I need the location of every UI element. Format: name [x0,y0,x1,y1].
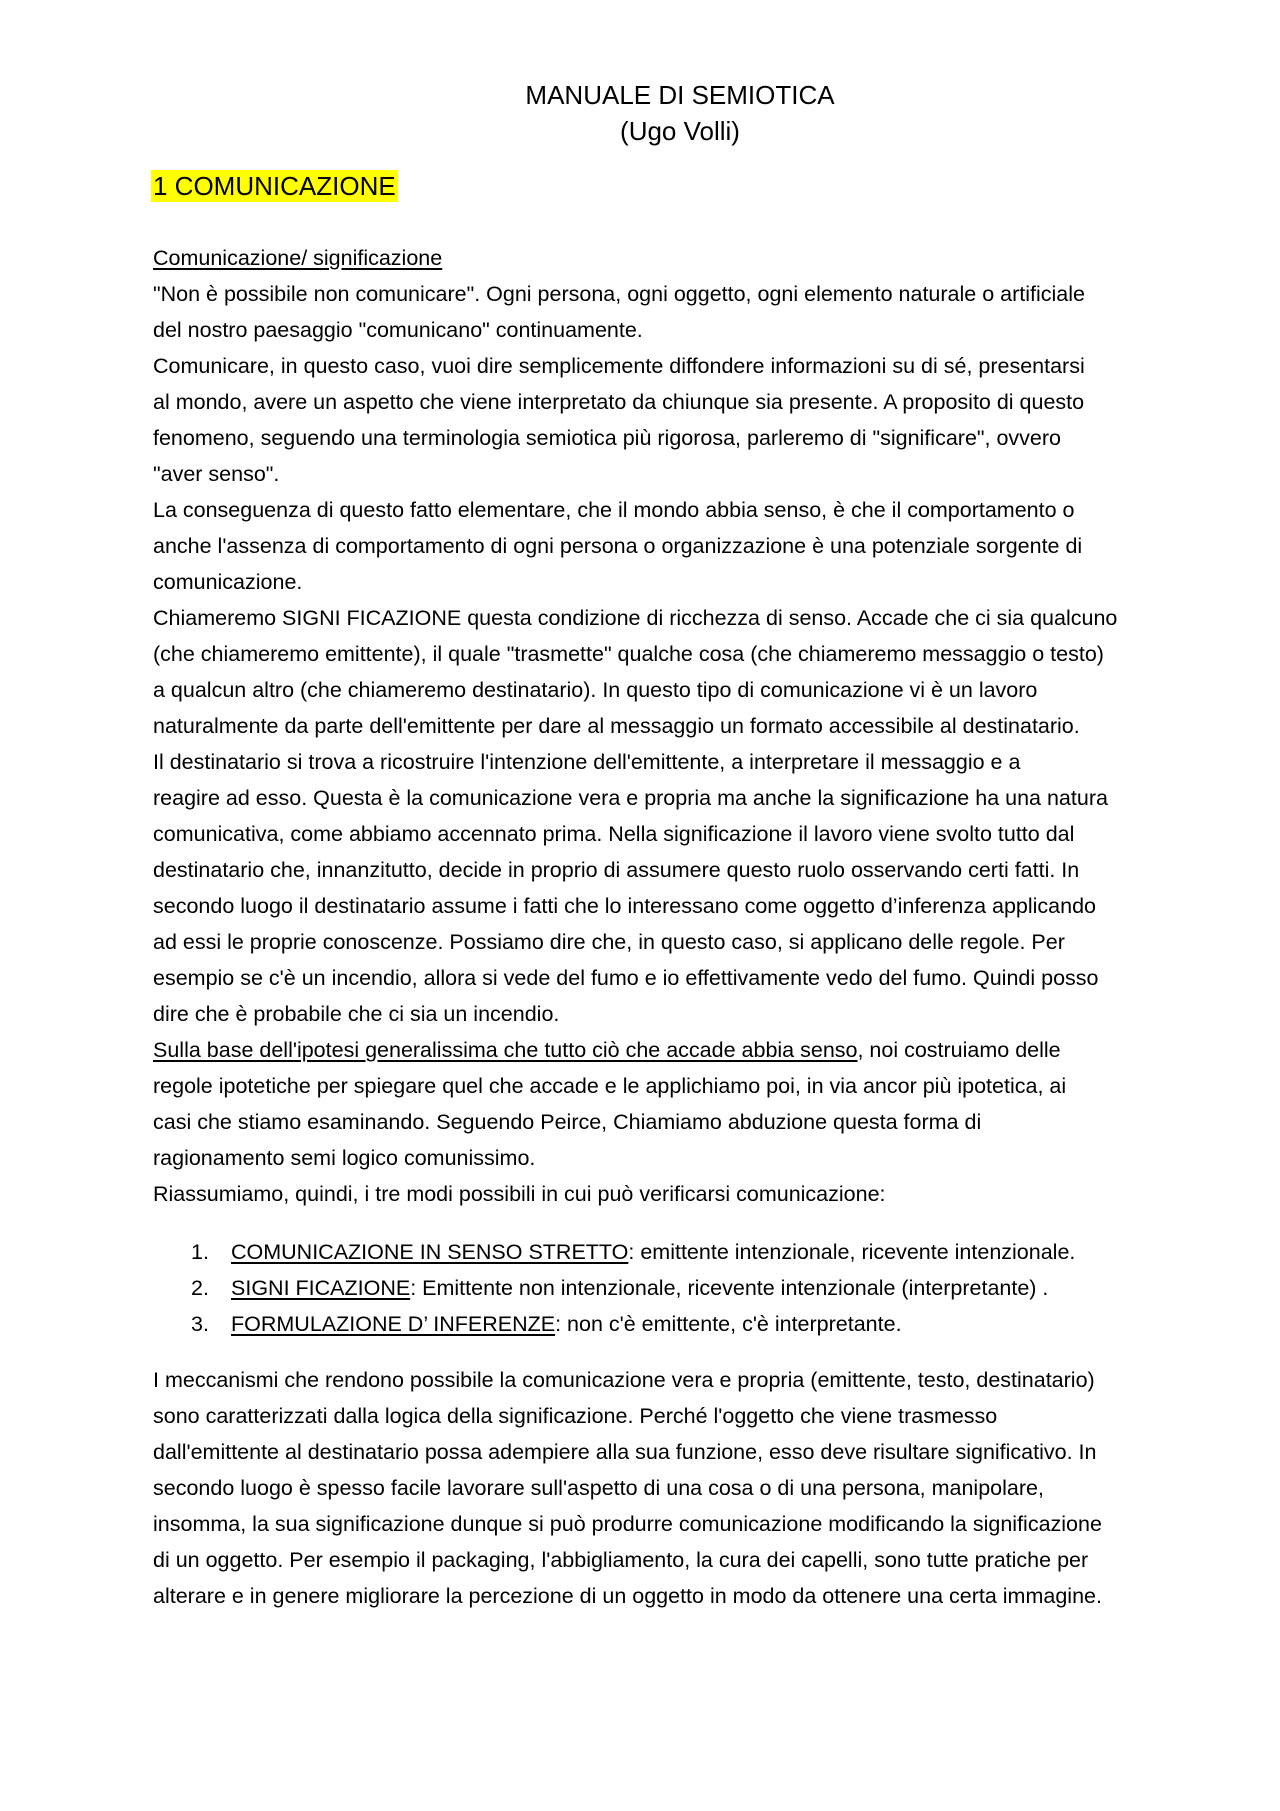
section-heading: 1 COMUNICAZIONE [153,171,396,201]
text-line: I meccanismi che rendono possibile la comunicazione vera e propria (emittente, testo, destinatario) [153,1368,1095,1392]
text-line: dall'emittente al destinatario possa adempiere alla sua funzione, esso deve risultare significativo. In [153,1440,1097,1464]
list-item [153,1306,1228,1342]
text-line: ragionamento semi logico comunissimo. [153,1146,536,1170]
text-line: Riassumiamo, quindi, i tre modi possibili in cui può verificarsi comunicazione: [153,1182,886,1206]
text-line: reagire ad esso. Questa è la comunicazione vera e propria ma anche la significazione ha una natura [153,786,1108,810]
text-line: "Non è possibile non comunicare". Ogni persona, ogni oggetto, ogni elemento naturale o artificiale [153,282,1085,306]
text-line: La conseguenza di questo fatto elementare, che il mondo abbia senso, è che il comportamento o [153,498,1075,522]
text-line: insomma, la sua significazione dunque si può produrre comunicazione modificando la significazione [153,1512,1102,1536]
text-line: regole ipotetiche per spiegare quel che accade e le applichiamo poi, in via ancor più ipotetica, ai [153,1074,1067,1098]
list-item-description: : non c'è emittente, c'è interpretante. [555,1312,902,1336]
paragraph-2 [153,1032,1228,1212]
text-line: alterare e in genere migliorare la percezione di un oggetto in modo da ottenere una certa immagine. [153,1584,1102,1608]
list-item-term: FORMULAZIONE D’ INFERENZE [231,1312,556,1336]
text-line: secondo luogo è spesso facile lavorare sull'aspetto di una cosa o di una persona, manipolare, [153,1476,1044,1500]
list-item-number: 1. [191,1240,209,1264]
text-line: a qualcun altro (che chiameremo destinatario). In questo tipo di comunicazione vi è un lavoro [153,678,1038,702]
text-line [153,1032,1228,1068]
underlined-phrase-continuation: , noi costruiamo delle [857,1038,1061,1062]
list-item-term: SIGNI FICAZIONE [231,1276,411,1300]
text-line: del nostro paesaggio "comunicano" continuamente. [153,318,643,342]
list-item-description: : emittente intenzionale, ricevente intenzionale. [628,1240,1076,1264]
section-subheading: Comunicazione/ significazione [153,246,443,270]
text-line: anche l'assenza di comportamento di ogni persona o organizzazione è una potenziale sorgente di [153,534,1083,558]
text-line: (che chiameremo emittente), il quale "trasmette" qualche cosa (che chiameremo messaggio o testo) [153,642,1104,666]
text-line: fenomeno, seguendo una terminologia semiotica più rigorosa, parleremo di "significare", ovvero [153,426,1062,450]
text-line: destinatario che, innanzitutto, decide in proprio di assumere questo ruolo osservando certi fatti. In [153,858,1080,882]
document-title: MANUALE DI SEMIOTICA [525,80,835,110]
text-line: naturalmente da parte dell'emittente per dare al messaggio un formato accessibile al destinatario. [153,714,1080,738]
text-line: casi che stiamo esaminando. Seguendo Peirce, Chiamiamo abduzione questa forma di [153,1110,982,1134]
text-line: Il destinatario si trova a ricostruire l'intenzione dell'emittente, a interpretare il messaggio e a [153,750,1021,774]
text-line: sono caratterizzati dalla logica della significazione. Perché l'oggetto che viene trasmesso [153,1404,998,1428]
text-line: ad essi le proprie conoscenze. Possiamo dire che, in questo caso, si applicano delle regole. Per [153,930,1065,954]
list-item-number: 2. [191,1276,209,1300]
text-line: al mondo, avere un aspetto che viene interpretato da chiunque sia presente. A proposito di questo [153,390,1085,414]
numbered-list [153,1234,1228,1342]
list-item [153,1234,1228,1270]
paragraph-3 [153,1362,1228,1614]
paragraph-1 [153,276,1228,1032]
text-line: comunicativa, come abbiamo accennato prima. Nella significazione il lavoro viene svolto tutto dal [153,822,1075,846]
document-author: (Ugo Volli) [620,116,740,146]
underlined-phrase: Sulla base dell'ipotesi generalissima che tutto ciò che accade abbia senso [153,1038,858,1062]
title-block [0,77,1280,149]
document-body [153,170,1228,1614]
text-line: Comunicare, in questo caso, vuoi dire semplicemente diffondere informazioni su di sé, presentarsi [153,354,1085,378]
text-line: secondo luogo il destinatario assume i fatti che lo interessano come oggetto d’inferenza applicando [153,894,1097,918]
text-line: esempio se c'è un incendio, allora si vede del fumo e io effettivamente vedo del fumo. Quindi posso [153,966,1099,990]
text-line: Chiameremo SIGNI FICAZIONE questa condizione di ricchezza di senso. Accade che ci sia qualcuno [153,606,1118,630]
list-item-number: 3. [191,1312,209,1336]
text-line: di un oggetto. Per esempio il packaging, l'abbigliamento, la cura dei capelli, sono tutte pratiche per [153,1548,1089,1572]
text-line: dire che è probabile che ci sia un incendio. [153,1002,560,1026]
list-item-term: COMUNICAZIONE IN SENSO STRETTO [231,1240,629,1264]
text-line: comunicazione. [153,570,303,594]
text-line: "aver senso". [153,462,280,486]
list-item [153,1270,1228,1306]
list-item-description: : Emittente non intenzionale, ricevente intenzionale (interpretante) . [410,1276,1049,1300]
